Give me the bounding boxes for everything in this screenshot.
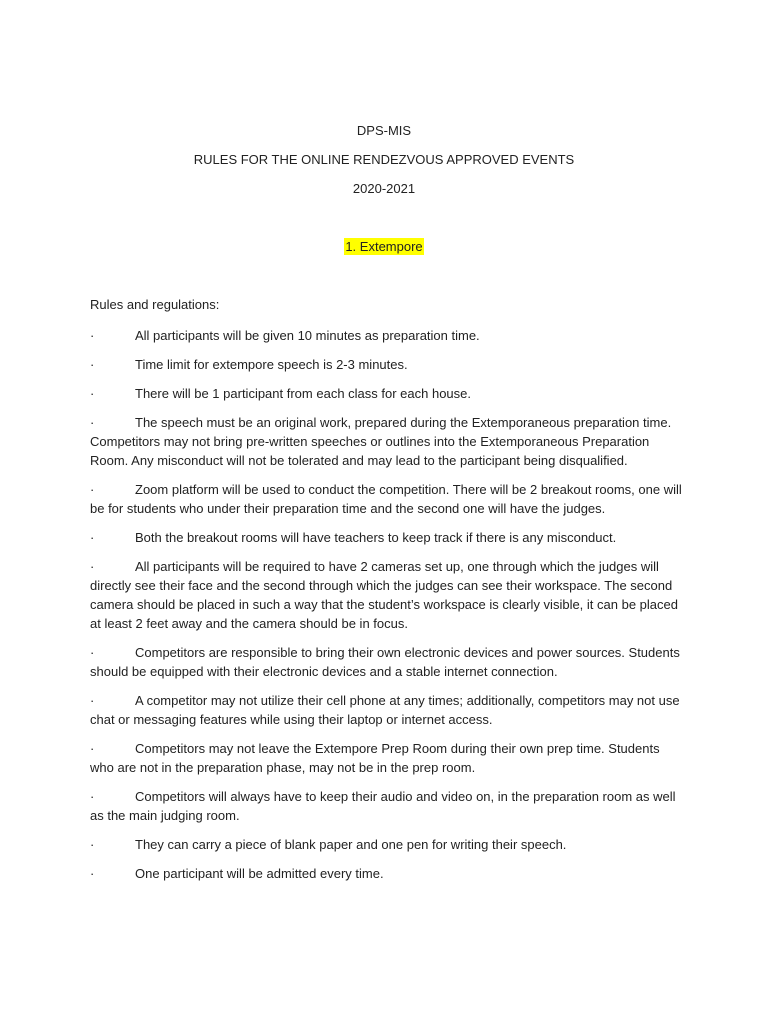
- rule-item: [90, 557, 682, 633]
- bullet-icon: ·: [90, 530, 95, 545]
- rule-item: [90, 835, 682, 854]
- bullet-icon: ·: [90, 837, 95, 852]
- rule-item: [90, 528, 682, 547]
- rule-text: One participant will be admitted every time.: [135, 866, 384, 881]
- rule-text: A competitor may not utilize their cell phone at any times; additionally, competitors may not use chat or messaging features while using their laptop or internet access.: [90, 693, 680, 727]
- rule-item: [90, 413, 682, 470]
- rule-item: [90, 326, 682, 345]
- bullet-icon: ·: [90, 645, 95, 660]
- rule-item: [90, 480, 682, 518]
- section-heading-text: 1. Extempore: [345, 239, 423, 254]
- rule-text: All participants will be given 10 minutes as preparation time.: [135, 328, 480, 343]
- rule-text: Zoom platform will be used to conduct the competition. There will be 2 breakout rooms, one will be for students who under their preparation time and the second one will have the judges.: [90, 482, 682, 516]
- rule-text: There will be 1 participant from each class for each house.: [135, 386, 472, 401]
- bullet-icon: ·: [90, 482, 95, 497]
- rule-text: Both the breakout rooms will have teachers to keep track if there is any misconduct.: [135, 530, 617, 545]
- rule-text: Time limit for extempore speech is 2-3 minutes.: [135, 357, 408, 372]
- academic-year: 2020-2021: [352, 181, 416, 196]
- rule-item: [90, 787, 682, 825]
- bullet-icon: ·: [90, 386, 95, 401]
- rule-item: [90, 384, 682, 403]
- rule-item: [90, 739, 682, 777]
- bullet-icon: ·: [90, 328, 95, 343]
- rule-text: All participants will be required to have 2 cameras set up, one through which the judges will directly see their face and the second through which the judges can see their workspace. The second camera should be placed in such a way that the student’s workspace is clearly visible, it can be placed at least 2 feet away and the camera should be in focus.: [90, 559, 678, 631]
- school-name: DPS-MIS: [356, 123, 412, 138]
- rule-item: [90, 864, 682, 883]
- document-title: RULES FOR THE ONLINE RENDEZVOUS APPROVED EVENTS: [193, 152, 575, 167]
- rule-text: Competitors may not leave the Extempore Prep Room during their own prep time. Students who are not in the preparation phase, may not be in the prep room.: [90, 741, 660, 775]
- bullet-icon: ·: [90, 866, 95, 881]
- rule-item: [90, 355, 682, 374]
- rule-text: They can carry a piece of blank paper and one pen for writing their speech.: [135, 837, 567, 852]
- bullet-icon: ·: [90, 559, 95, 574]
- bullet-icon: ·: [90, 693, 95, 708]
- bullet-icon: ·: [90, 789, 95, 804]
- bullet-icon: ·: [90, 357, 95, 372]
- rules-list: [90, 326, 682, 893]
- rule-text: Competitors are responsible to bring their own electronic devices and power sources. Students should be equipped with their electronic devices and a stable internet connection.: [90, 645, 680, 679]
- bullet-icon: ·: [90, 741, 95, 756]
- rule-item: [90, 691, 682, 729]
- rule-item: [90, 643, 682, 681]
- rules-intro: Rules and regulations:: [90, 297, 220, 312]
- rule-text: Competitors will always have to keep their audio and video on, in the preparation room as well as the main judging room.: [90, 789, 676, 823]
- rule-text: The speech must be an original work, prepared during the Extemporaneous preparation time. Competitors may not bring pre-written speeches or outlines into the Extemporaneous Preparation Room. Any misconduct will not be tolerated and may lead to the participant being disqualified.: [90, 415, 672, 468]
- section-heading: [0, 239, 768, 255]
- bullet-icon: ·: [90, 415, 95, 430]
